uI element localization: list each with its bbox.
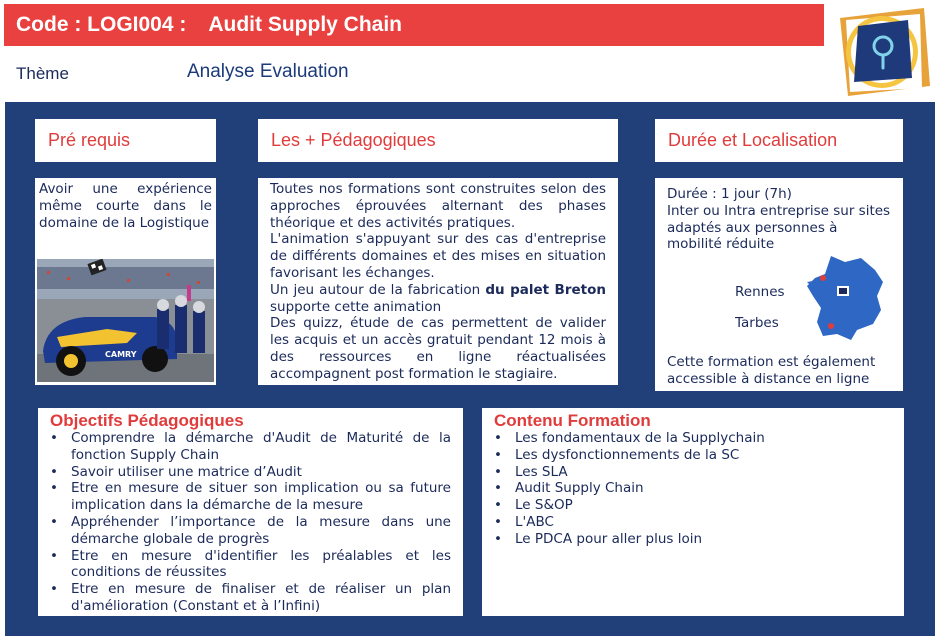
pedagogiques-p3a: Un jeu autour de la fabrication <box>270 281 486 298</box>
pedagogiques-p3c: supporte cette animation <box>270 298 442 315</box>
race-pitstop-photo <box>37 259 214 382</box>
car-label-text: CAMRY <box>105 350 137 359</box>
duree-title: Durée et Localisation <box>668 130 838 150</box>
contenu-list <box>494 430 892 548</box>
list-item: • Les dysfonctionnements de la SC <box>494 447 892 464</box>
list-item: • Les SLA <box>494 464 892 481</box>
audit-logo-icon <box>836 6 932 98</box>
header-bar <box>4 4 824 46</box>
prerequis-text: Avoir une expérience même courte dans le domaine de la Logistique <box>39 181 212 231</box>
prerequis-box <box>35 178 216 385</box>
france-map-icon <box>805 252 887 344</box>
objectifs-box <box>38 408 463 616</box>
tarbes-pin-icon <box>828 323 834 329</box>
list-item: • Comprendre la démarche d'Audit de Maturité de la fonction Supply Chain <box>50 430 451 464</box>
duree-foot: Cette formation est également accessible à distance en ligne <box>667 354 876 387</box>
contenu-title: Contenu Formation <box>494 411 651 430</box>
list-item: • Audit Supply Chain <box>494 480 892 497</box>
objectifs-list <box>50 430 451 615</box>
list-item: • Le S&OP <box>494 497 892 514</box>
rennes-pin-icon <box>820 275 826 281</box>
theme-value: Analyse Evaluation <box>187 61 349 82</box>
pedagogiques-p4: Des quizz, étude de cas permettent de valider les acquis et un accès gratuit pendant 12 mois à des ressources en ligne réactualisées accompagnent post formation le stagiaire. <box>270 315 606 382</box>
list-item: • Etre en mesure d'identifier les préalables et les conditions de réussites <box>50 548 451 582</box>
list-item: • Savoir utiliser une matrice d’Audit <box>50 464 451 481</box>
pedagogiques-p1: Toutes nos formations sont construites selon des approches éprouvées alternant des phases théorique et des activités pratiques. <box>270 181 606 231</box>
list-item: • Etre en mesure de finaliser et de réaliser un plan d'amélioration (Constant et à l’Infini) <box>50 581 451 615</box>
list-item: • Etre en mesure de situer son implication ou sa future implication dans la démarche de la mesure <box>50 480 451 514</box>
pedagogiques-title-box <box>258 119 618 162</box>
course-code: Code : LOGI004 : <box>16 13 187 36</box>
pedagogiques-title: Les + Pédagogiques <box>271 130 436 150</box>
pedagogiques-p3b: du palet Breton <box>485 281 606 298</box>
prerequis-title-box <box>35 119 216 162</box>
list-item: • Le PDCA pour aller plus loin <box>494 531 892 548</box>
duree-line1: Durée : 1 jour (7h) <box>667 186 792 202</box>
prerequis-title: Pré requis <box>48 130 131 150</box>
contenu-box <box>482 408 904 616</box>
pedagogiques-p2: L'animation s'appuyant sur des cas d'entreprise de différents domaines et des mises en situation favorisant les échanges. <box>270 231 606 281</box>
duree-title-box <box>655 119 903 162</box>
list-item: • Les fondamentaux de la Supplychain <box>494 430 892 447</box>
city-tarbes: Tarbes <box>735 315 779 331</box>
duree-line2: Inter ou Intra entreprise sur sites adaptés aux personnes à mobilité réduite <box>667 202 891 253</box>
theme-label: Thème <box>16 64 69 83</box>
list-item: • Appréhender l’importance de la mesure dans une démarche globale de progrès <box>50 514 451 548</box>
list-item: • L'ABC <box>494 514 892 531</box>
course-title: Audit Supply Chain <box>208 13 403 36</box>
duree-box <box>655 178 903 391</box>
pedagogiques-p3 <box>270 282 606 316</box>
pedagogiques-box <box>258 178 618 385</box>
objectifs-title: Objectifs Pédagogiques <box>50 411 244 430</box>
city-rennes: Rennes <box>735 284 785 300</box>
